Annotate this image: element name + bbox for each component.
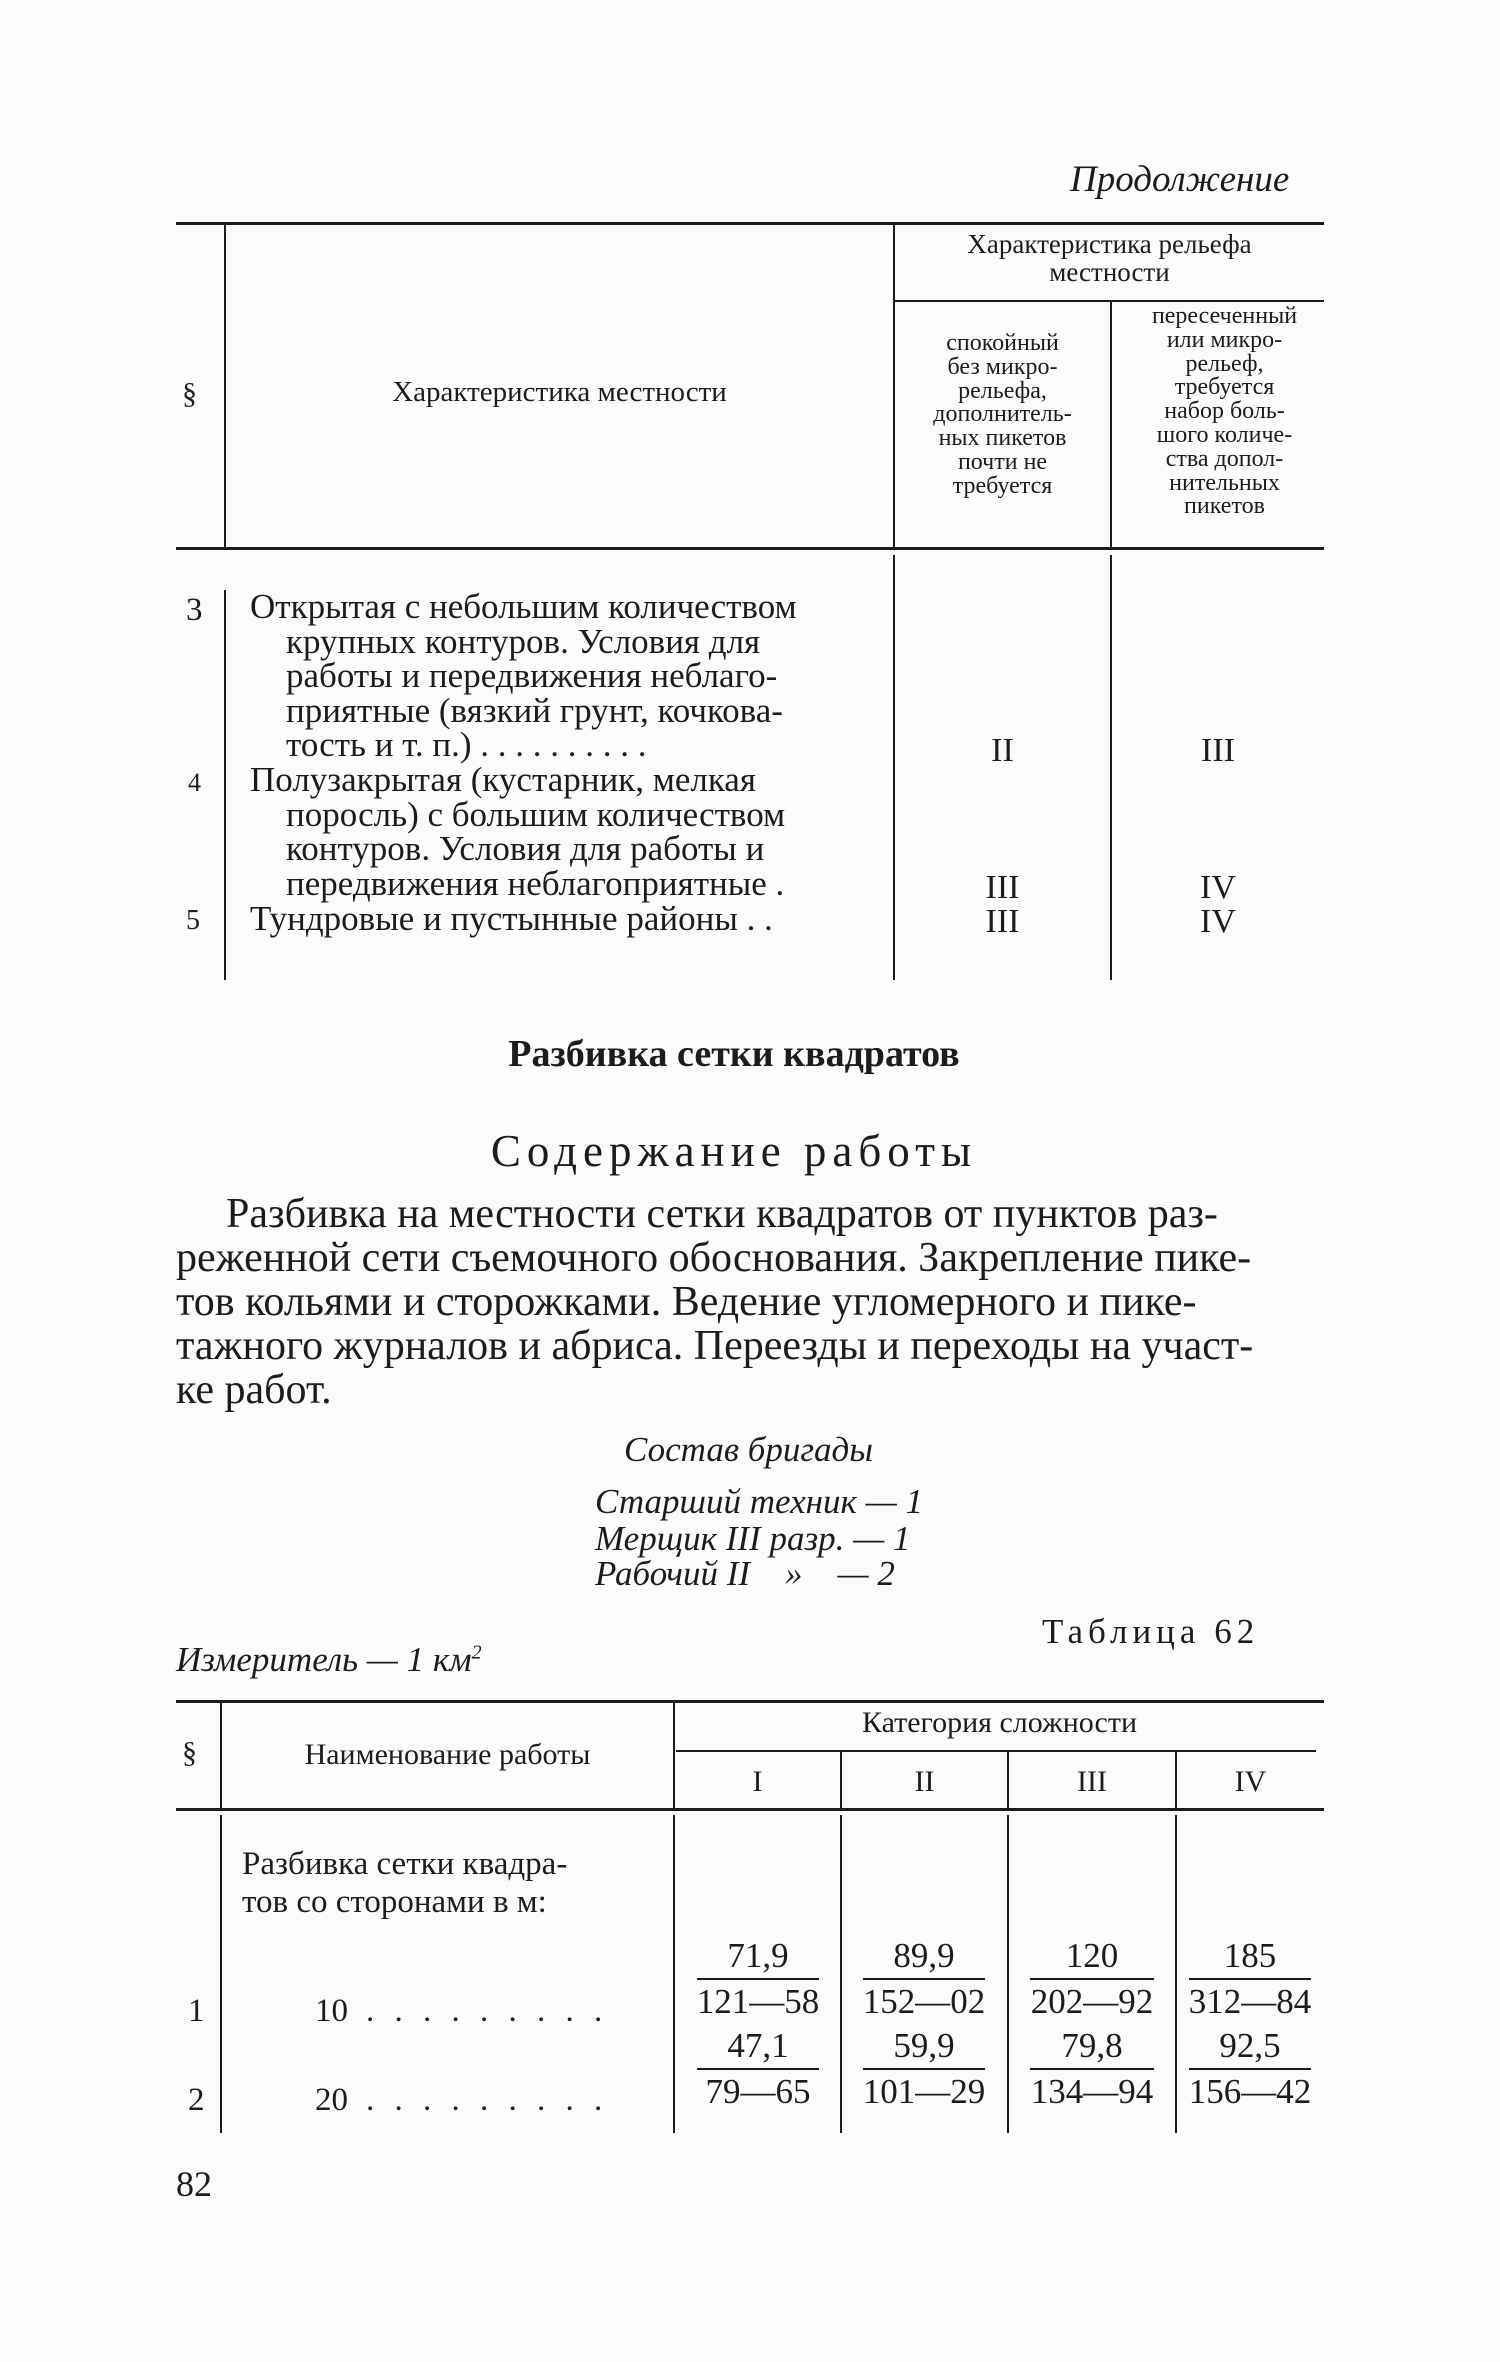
- brigade-member: Рабочий II » — 2: [595, 1554, 895, 1593]
- table-rule-top: [176, 222, 1324, 225]
- table-rule-subhead: [894, 300, 1324, 302]
- calm-category: III: [985, 903, 1020, 940]
- row-number: 3: [186, 592, 203, 628]
- row-number: 4: [188, 768, 201, 797]
- page-number: 82: [176, 2164, 212, 2204]
- table-divider: [1175, 1815, 1177, 2133]
- work-description: Разбивка на местности сетки квадратов от пунктов раз- реженной сети съемочного обоснования. Закрепление пике- тов кольями и сторожками. Ведение угломерного и пике- тажного журналов и абриса. Переезды и переходы на участ- ке работ.: [176, 1191, 1254, 1413]
- norm-cell: 89,9 152—02: [862, 1936, 986, 2021]
- work-name: Разбивка сетки квадра- тов со сторонами в м:: [242, 1846, 568, 1920]
- category-header: IV: [1234, 1765, 1267, 1798]
- norm-cell: 47,1 79—65: [693, 2028, 823, 2109]
- rough-relief-header: пересеченный или микро- рельеф, требуется набор боль- шого количе- ства допол- нительных пикетов: [1151, 303, 1298, 520]
- rough-category: III: [1201, 732, 1235, 769]
- table-rule-top: [176, 1700, 1324, 1703]
- section-title: Разбивка сетки квадратов: [508, 1033, 960, 1075]
- norm-cell: 71,9 121—58: [696, 1936, 820, 2021]
- table-rule-head: [176, 547, 1324, 550]
- calm-relief-header: спокойный без микро- рельефа, дополнитель- ных пикетов почти не требуется: [933, 330, 1072, 499]
- calm-category: III: [985, 869, 1020, 906]
- norm-cell: 92,5 156—42: [1188, 2026, 1312, 2111]
- paragraph-header: §: [182, 1736, 197, 1769]
- brigade-member: Мерщик III разр. — 1: [595, 1519, 911, 1558]
- table-divider: [673, 1815, 675, 2133]
- brigade-title: Состав бригады: [624, 1430, 873, 1469]
- norm-cell: 79,8 134—94: [1030, 2026, 1154, 2111]
- category-group-header: Категория сложности: [861, 1706, 1138, 1739]
- rough-category: IV: [1200, 903, 1236, 940]
- table-divider: [1007, 1815, 1009, 2133]
- table-divider: [840, 1815, 842, 2133]
- brigade-member: Старший техник — 1: [595, 1482, 923, 1521]
- terrain-description: Тундровые и пустынные районы . .: [250, 899, 773, 938]
- row-number: 2: [188, 2082, 205, 2118]
- leader-dots: . . . . . . . . .: [366, 1993, 609, 2029]
- category-header: III: [1077, 1765, 1107, 1798]
- table-rule-head: [176, 1808, 1324, 1811]
- norm-cell: 120 202—92: [1030, 1936, 1154, 2021]
- measure-unit: Измеритель — 1 $км^2$: [176, 1640, 482, 1679]
- norm-cell: 59,9 101—29: [862, 2026, 986, 2111]
- subsection-title: Содержание работы: [490, 1126, 978, 1176]
- side-length: 10: [315, 1993, 348, 2029]
- leader-dots: . . . . . . . . .: [366, 2082, 609, 2118]
- relief-group-header: Характеристика рельефа местности: [967, 229, 1252, 287]
- calm-category: II: [991, 732, 1014, 769]
- side-length: 20: [315, 2082, 348, 2118]
- work-name-header: Наименование работы: [304, 1738, 591, 1771]
- continuation-label: Продолжение: [1070, 159, 1290, 200]
- row-number: 1: [188, 1993, 205, 2029]
- table-rule-subhead: [676, 1750, 1316, 1752]
- terrain-description: Открытая с небольшим количеством крупных контуров. Условия для работы и передвижения неблаго- приятные (вязкий грунт, кочкова- тость и т. п.) . . . . . . . . . .: [250, 587, 797, 764]
- table-label: Таблица 62: [1042, 1612, 1260, 1651]
- paragraph-header: §: [182, 377, 197, 410]
- table-divider: [220, 1815, 222, 2133]
- terrain-description: Полузакрытая (кустарник, мелкая поросль) с большим количеством контуров. Условия для работы и передвижения неблагоприятные .: [250, 760, 786, 903]
- category-header: I: [752, 1765, 763, 1798]
- category-header: II: [914, 1765, 935, 1798]
- terrain-header: Характеристика местности: [392, 376, 727, 408]
- row-number: 5: [186, 905, 200, 936]
- rough-category: IV: [1200, 869, 1236, 906]
- table-divider: [224, 590, 226, 980]
- norm-cell: 185 312—84: [1188, 1936, 1312, 2021]
